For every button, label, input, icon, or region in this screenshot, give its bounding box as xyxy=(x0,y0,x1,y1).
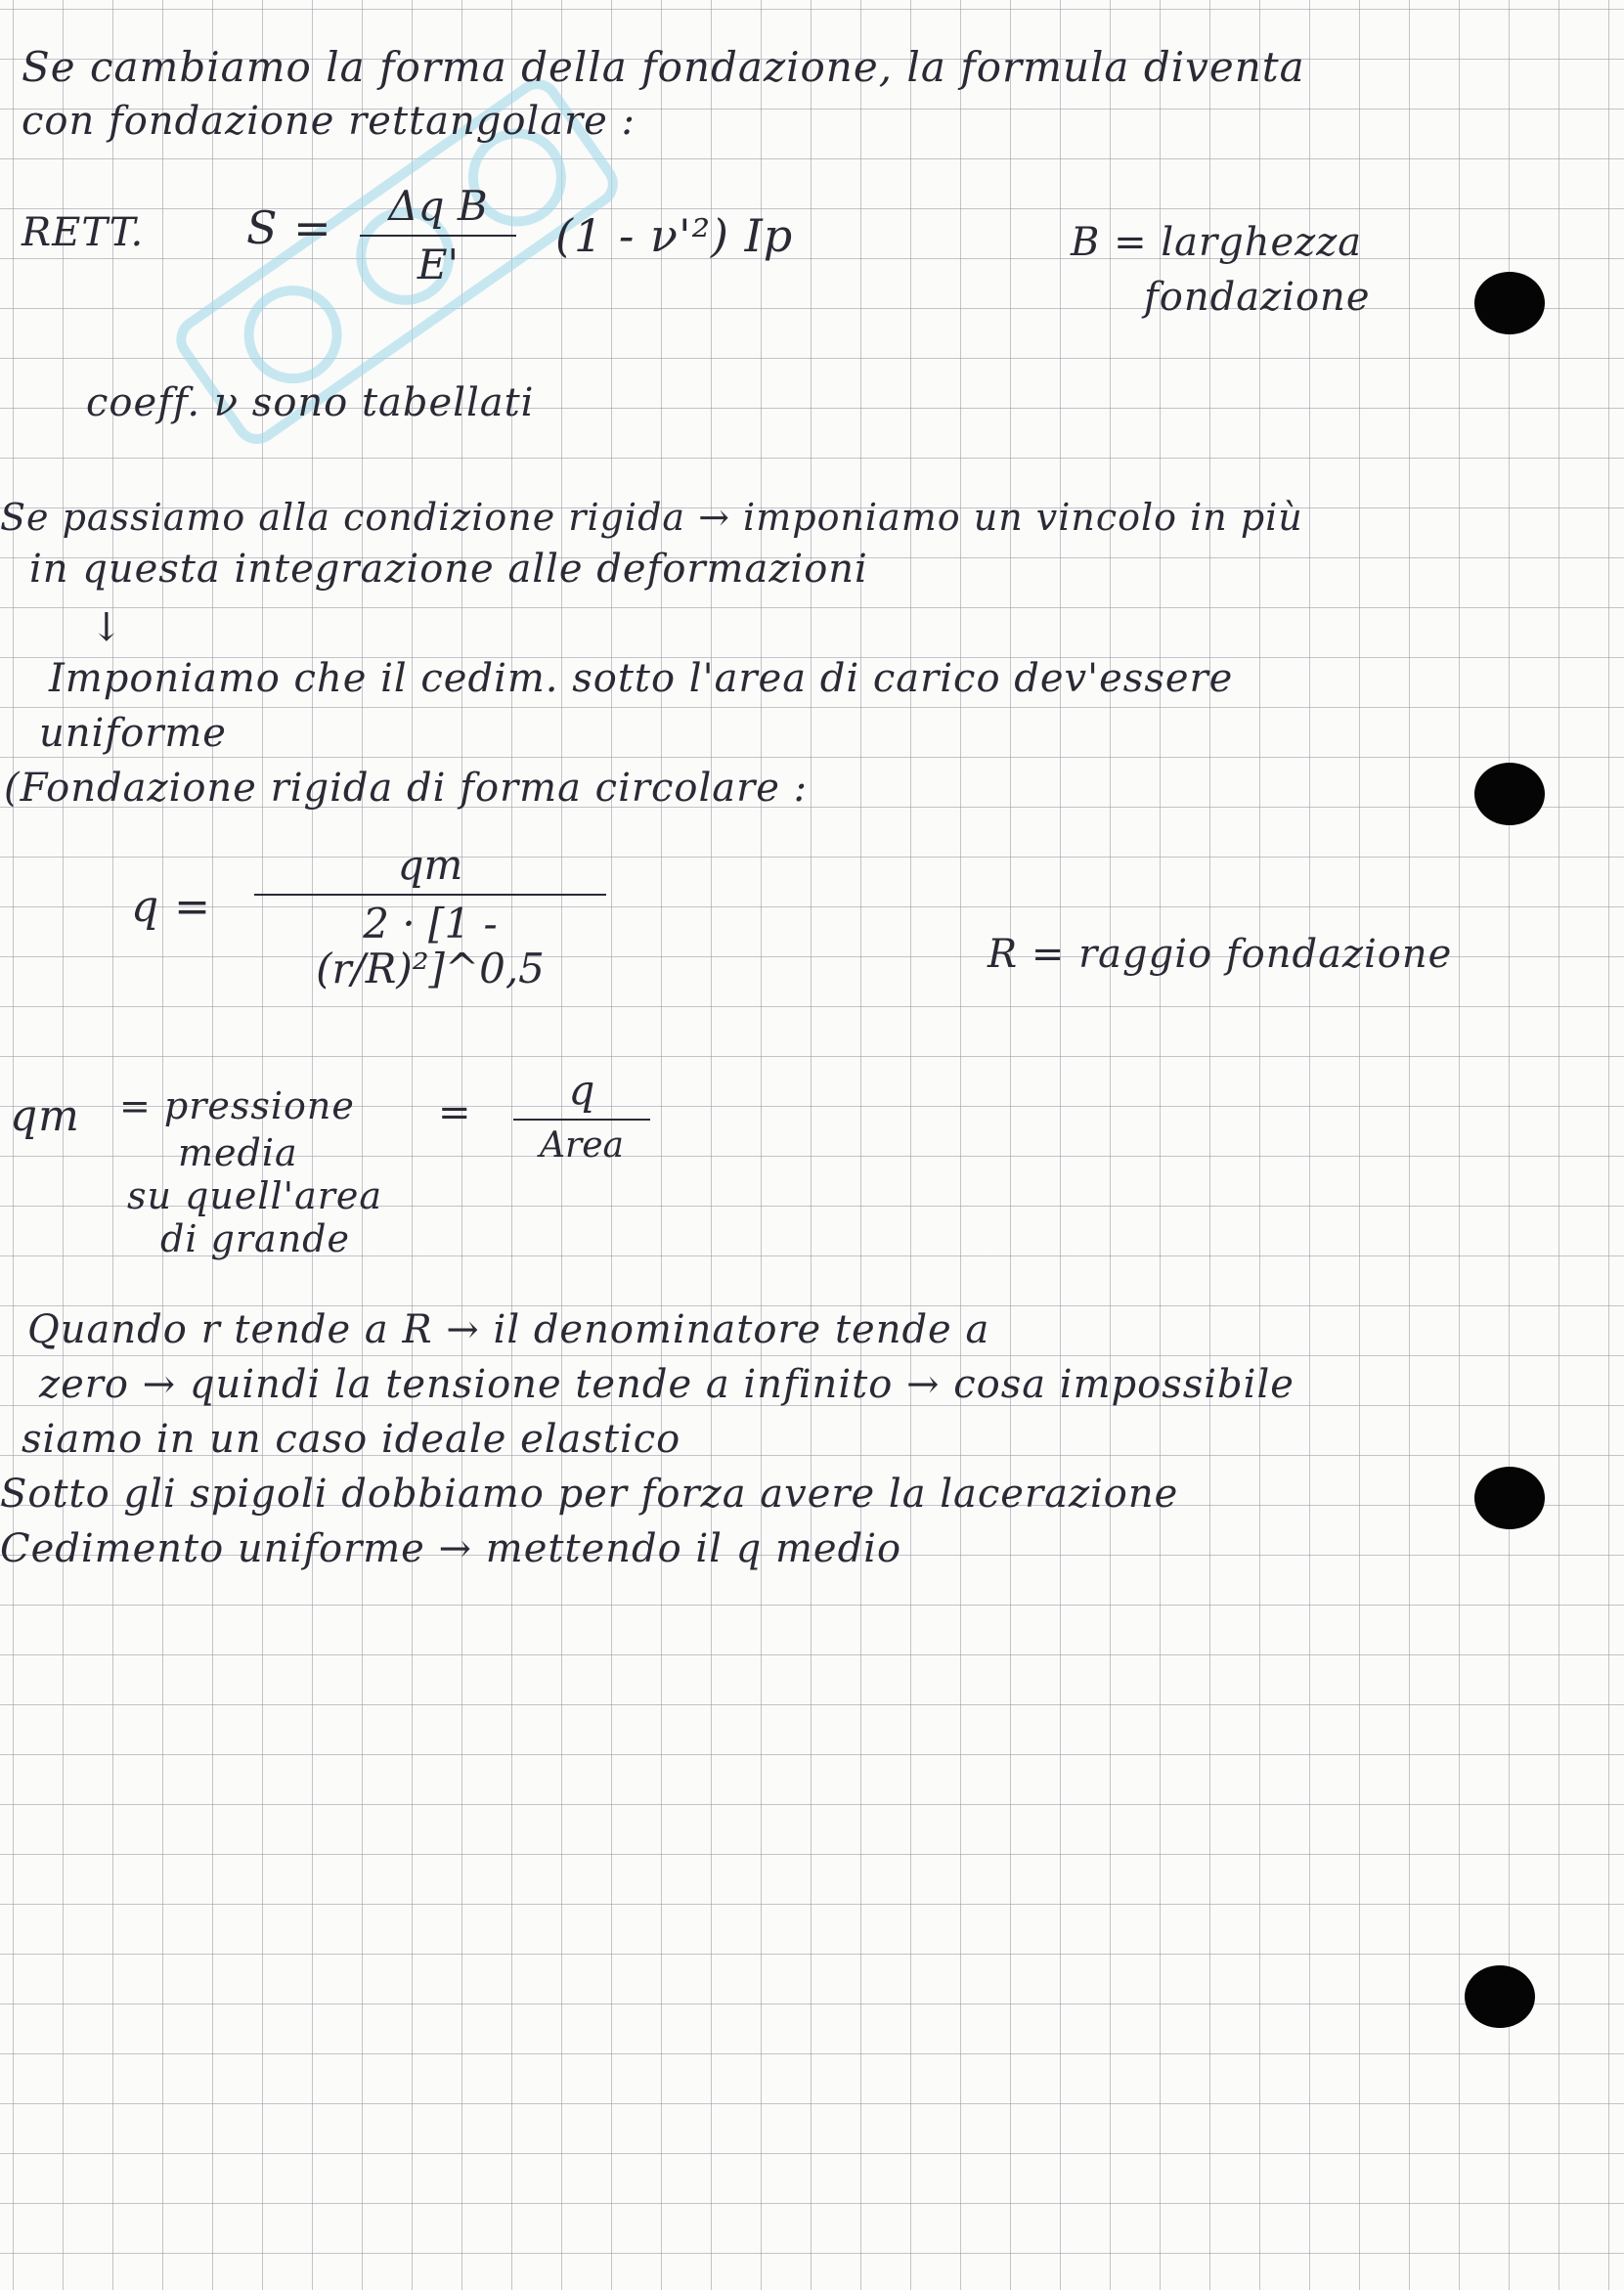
rigid-line-1: Se passiamo alla condizione rigida → imponiamo un vincolo in più xyxy=(0,496,1303,539)
b-definition-2: fondazione xyxy=(1144,275,1371,320)
edge-line-1: Sotto gli spigoli dobbiamo per forza avere la lacerazione xyxy=(0,1472,1179,1517)
qm-equals-pressione: = pressione xyxy=(119,1084,355,1127)
fraction-bar xyxy=(254,894,606,896)
text-line-1: Se cambiamo la forma della fondazione, la formula diventa xyxy=(22,43,1305,91)
circular-heading: (Fondazione rigida di forma circolare : xyxy=(4,766,809,811)
edge-line-2: Cedimento uniforme → mettendo il q medio xyxy=(0,1526,902,1571)
coeff-note: coeff. ν sono tabellati xyxy=(86,380,535,425)
b-definition-1: B = larghezza xyxy=(1071,220,1363,265)
when-line-1: Quando r tende a R → il denominatore tende a xyxy=(27,1307,990,1352)
when-line-3: siamo in un caso ideale elastico xyxy=(22,1417,681,1462)
binder-hole-4 xyxy=(1465,1965,1535,2028)
q-lhs: q = xyxy=(131,882,212,932)
q-fraction xyxy=(254,843,606,992)
binder-hole-1 xyxy=(1474,272,1545,334)
rigid-line-2: in questa integrazione alle deformazioni xyxy=(29,547,868,592)
rett-label: RETT. xyxy=(22,210,145,255)
binder-hole-2 xyxy=(1474,763,1545,825)
fraction-bar xyxy=(360,235,516,237)
binder-hole-3 xyxy=(1474,1467,1545,1529)
qm-fraction xyxy=(513,1068,650,1166)
qm-area: su quell'area xyxy=(127,1174,383,1217)
qm-equals-2: = xyxy=(438,1090,472,1135)
rett-tail: (1 - ν'²) Ip xyxy=(555,209,794,262)
q-numerator: qm xyxy=(397,841,463,889)
arrow-down: ↓ xyxy=(90,605,124,650)
qm-symbol: qm xyxy=(10,1091,80,1141)
qm-numerator: q xyxy=(568,1066,595,1114)
rett-numerator: Δq B xyxy=(388,182,488,230)
r-definition: R = raggio fondazione xyxy=(988,932,1453,977)
rett-denominator: E' xyxy=(417,241,460,289)
qm-denominator: Area xyxy=(540,1125,624,1167)
qm-media: media xyxy=(178,1131,298,1174)
rett-lhs: S = xyxy=(246,201,332,254)
fraction-bar xyxy=(513,1119,650,1121)
q-denominator: 2 · [1 - (r/R)²]^0,5 xyxy=(316,900,545,993)
rett-fraction xyxy=(360,184,516,287)
when-line-2: zero → quindi la tensione tende a infinito → cosa impossibile xyxy=(39,1362,1295,1407)
impose-line-2: uniforme xyxy=(39,711,227,756)
qm-grande: di grande xyxy=(160,1217,350,1260)
impose-line-1: Imponiamo che il cedim. sotto l'area di carico dev'essere xyxy=(49,656,1234,701)
text-line-2: con fondazione rettangolare : xyxy=(22,99,636,144)
